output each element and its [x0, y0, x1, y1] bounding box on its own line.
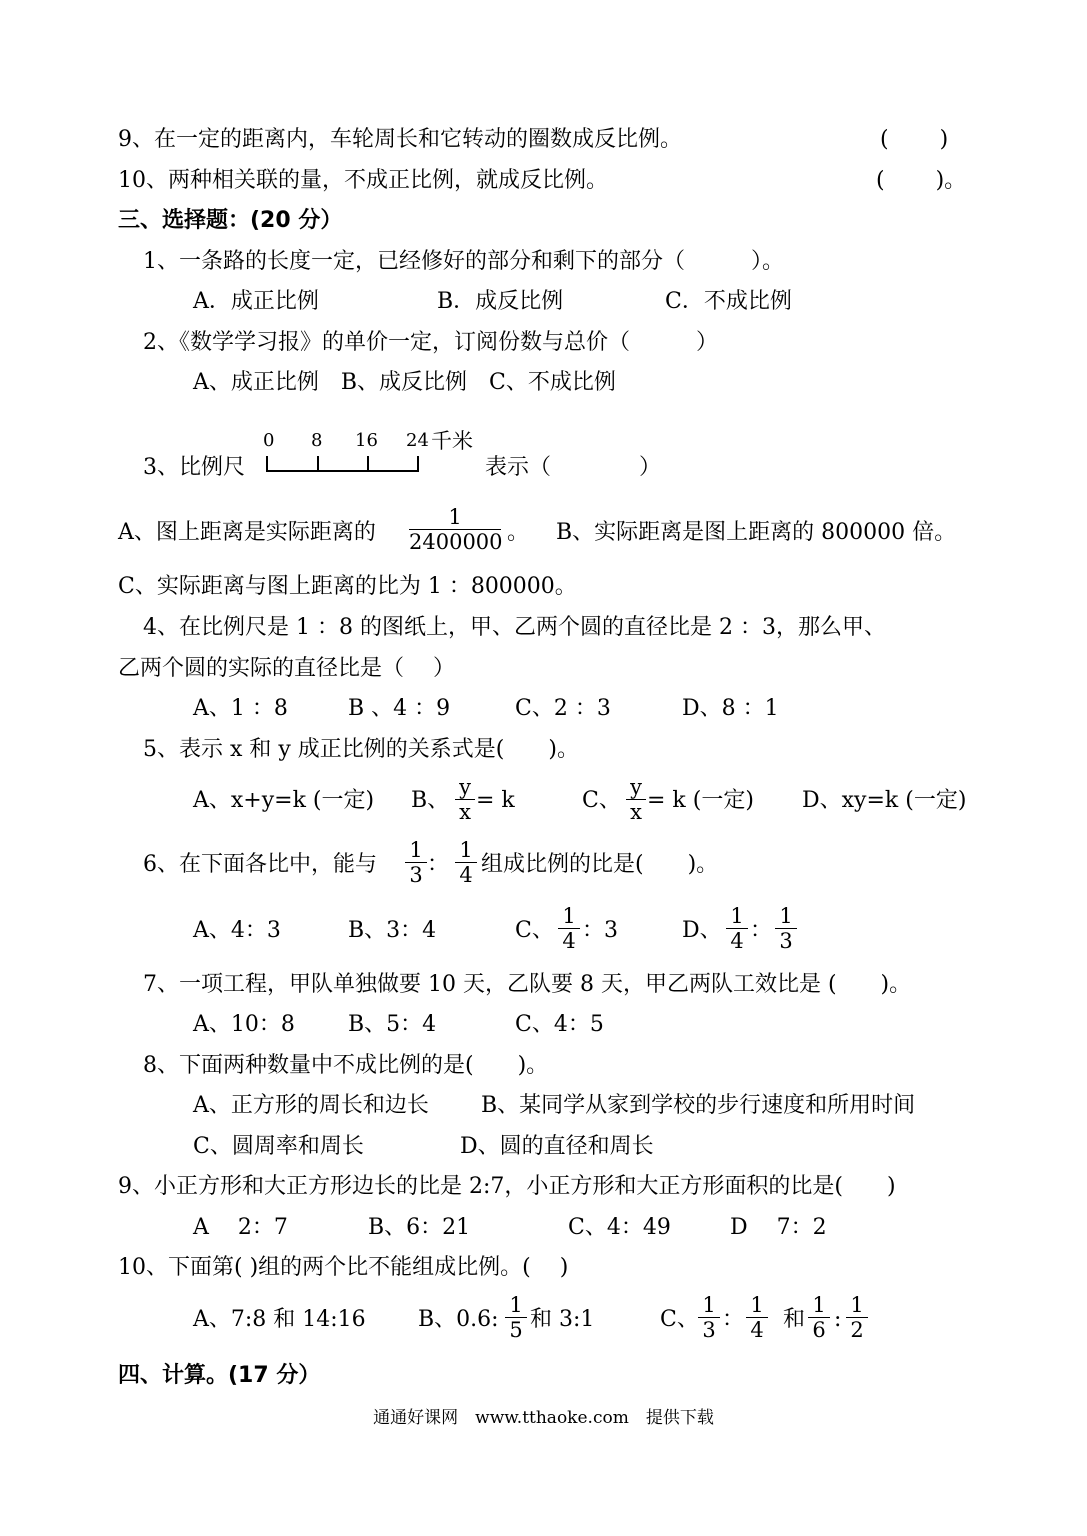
fraction — [808, 1293, 830, 1342]
fraction-numerator: 1 — [459, 838, 473, 862]
fraction — [846, 1293, 868, 1342]
page-footer: 通通好课网 www.tthaoke.com 提供下载 — [373, 1408, 714, 1428]
choice-q1-option-b: B．成反比例 — [437, 289, 564, 314]
fraction-numerator: 1 — [812, 1293, 826, 1317]
choice-q6-option-c-suffix: ：3 — [582, 918, 618, 943]
choice-q7-option-b: B、5：4 — [348, 1012, 437, 1037]
choice-q6-option-c-prefix: C、 — [515, 918, 554, 943]
choice-q9-option-b: B、6：21 — [368, 1215, 471, 1240]
choice-q4-option-b: B 、4 ：9 — [348, 696, 451, 721]
choice-q2-options: A、成正比例 B、成反比例 C、不成比例 — [193, 370, 616, 395]
fraction-numerator: 1 — [409, 838, 423, 862]
fraction-denominator: 3 — [779, 929, 793, 953]
choice-q8-option-b: B、某同学从家到学校的步行速度和所用时间 — [481, 1093, 916, 1118]
fraction — [775, 904, 797, 953]
fraction-denominator: 2400000 — [409, 530, 503, 554]
fraction-denominator: 3 — [702, 1318, 716, 1342]
fraction — [455, 775, 475, 824]
choice-q3-suffix: 表示（ ） — [485, 455, 662, 480]
fraction-numerator: 1 — [562, 904, 576, 928]
choice-q5-option-c-prefix: C、 — [582, 788, 621, 813]
choice-q10-option-c-and: 和 — [783, 1307, 806, 1332]
fraction — [558, 904, 580, 953]
scale-unit: 千米 — [431, 429, 473, 453]
fraction — [726, 904, 748, 953]
ratio-colon: : — [834, 1307, 842, 1332]
judge-q10-blank: ( )。 — [876, 168, 967, 193]
choice-q10-option-b-prefix: B、0.6: — [418, 1307, 499, 1332]
fraction-numerator: 1 — [448, 505, 462, 529]
scale-tick-label: 16 — [355, 430, 378, 451]
choice-q6-option-b: B、3：4 — [348, 918, 437, 943]
fraction-numerator: 1 — [850, 1293, 864, 1317]
scale-tick-label: 24 — [406, 430, 429, 451]
fraction-numerator: 1 — [730, 904, 744, 928]
fraction — [626, 775, 646, 824]
choice-q10: 10、下面第( )组的两个比不能组成比例。( ) — [118, 1255, 569, 1280]
fraction-denominator: 2 — [850, 1318, 864, 1342]
choice-q2: 2、《数学学习报》的单价一定，订阅份数与总价（ ） — [143, 330, 718, 355]
ratio-colon: ： — [750, 918, 773, 943]
choice-q1: 1、一条路的长度一定，已经修好的部分和剩下的部分（ ）。 — [143, 249, 784, 274]
choice-q8-option-a: A、正方形的周长和边长 — [193, 1093, 429, 1118]
fraction-denominator: 3 — [409, 863, 423, 887]
fraction-denominator: x — [630, 800, 642, 824]
choice-q10-option-a: A、7:8 和 14:16 — [193, 1307, 366, 1332]
choice-q8: 8、下面两种数量中不成比例的是( )。 — [143, 1053, 549, 1078]
fraction-denominator: x — [459, 800, 471, 824]
scale-tick-label: 8 — [311, 430, 323, 451]
choice-q7-option-a: A、10：8 — [193, 1012, 295, 1037]
choice-q4-option-c: C、2 ：3 — [515, 696, 611, 721]
judge-q9-blank: ( ) — [880, 127, 949, 152]
choice-q8-option-d: D、圆的直径和周长 — [460, 1134, 654, 1159]
choice-q9-option-d: D 7：2 — [730, 1215, 827, 1240]
fraction — [455, 838, 477, 887]
judge-q10: 10、两种相关联的量，不成正比例，就成反比例。 — [118, 168, 608, 193]
choice-q1-option-c: C．不成比例 — [665, 289, 792, 314]
choice-q5-option-b-prefix: B、 — [411, 788, 450, 813]
choice-q3-option-a-end: 。 — [507, 520, 530, 545]
fraction-numerator: 1 — [509, 1293, 523, 1317]
choice-q5: 5、表示 x 和 y 成正比例的关系式是( )。 — [143, 737, 579, 762]
choice-q6-option-d-prefix: D、 — [682, 918, 722, 943]
choice-q9: 9、小正方形和大正方形边长的比是 2:7，小正方形和大正方形面积的比是( ) — [118, 1174, 896, 1199]
ratio-colon: ： — [427, 852, 450, 877]
choice-q10-option-b-suffix: 和 3:1 — [530, 1307, 595, 1332]
choice-q4-line2: 乙两个圆的实际的直径比是（ ） — [118, 656, 455, 681]
fraction — [505, 1293, 527, 1342]
fraction — [405, 838, 427, 887]
choice-q3-option-b: B、实际距离是图上距离的 800000 倍。 — [556, 520, 957, 545]
choice-q5-option-b-suffix: = k — [476, 788, 515, 813]
ratio-colon: ： — [722, 1307, 745, 1332]
fraction — [746, 1293, 768, 1342]
fraction-denominator: 5 — [509, 1318, 523, 1342]
fraction — [409, 505, 501, 554]
choice-q6-suffix: 组成比例的比是( )。 — [481, 852, 719, 877]
fraction-numerator: y — [459, 775, 471, 799]
choice-q8-option-c: C、圆周率和周长 — [193, 1134, 364, 1159]
choice-q4-option-d: D、8 ：1 — [682, 696, 779, 721]
fraction-denominator: 4 — [750, 1318, 764, 1342]
fraction-denominator: 4 — [730, 929, 744, 953]
fraction-numerator: y — [630, 775, 642, 799]
fraction-denominator: 4 — [562, 929, 576, 953]
fraction-denominator: 4 — [459, 863, 473, 887]
scale-bar — [262, 452, 424, 474]
fraction-numerator: 1 — [702, 1293, 716, 1317]
section-4-title: 四、计算。(17 分） — [118, 1363, 321, 1388]
fraction-numerator: 1 — [750, 1293, 764, 1317]
choice-q9-option-c: C、4：49 — [568, 1215, 671, 1240]
choice-q7-option-c: C、4：5 — [515, 1012, 604, 1037]
choice-q3-option-c: C、实际距离与图上距离的比为 1 ：800000。 — [118, 574, 577, 599]
choice-q9-option-a: A 2：7 — [193, 1215, 288, 1240]
fraction-numerator: 1 — [779, 904, 793, 928]
judge-q9: 9、在一定的距离内，车轮周长和它转动的圈数成反比例。 — [118, 127, 682, 152]
section-3-title: 三、选择题：(20 分） — [118, 208, 343, 233]
choice-q3-option-a: A、图上距离是实际距离的 — [118, 520, 376, 545]
choice-q7: 7、一项工程，甲队单独做要 10 天，乙队要 8 天，甲乙两队工效比是 ( )。 — [143, 972, 912, 997]
choice-q5-option-d: D、xy=k (一定) — [802, 788, 967, 813]
choice-q3-prefix: 3、比例尺 — [143, 455, 245, 480]
scale-tick-label: 0 — [263, 430, 275, 451]
choice-q10-option-c-prefix: C、 — [660, 1307, 699, 1332]
fraction-denominator: 6 — [812, 1318, 826, 1342]
choice-q4-option-a: A、1 ：8 — [193, 696, 288, 721]
choice-q4-line1: 4、在比例尺是 1 ：8 的图纸上，甲、乙两个圆的直径比是 2 ：3，那么甲、 — [143, 615, 886, 640]
fraction — [698, 1293, 720, 1342]
choice-q6-option-a: A、4：3 — [193, 918, 281, 943]
choice-q6-prefix: 6、在下面各比中，能与 — [143, 852, 377, 877]
choice-q1-option-a: A．成正比例 — [193, 289, 319, 314]
choice-q5-option-c-suffix: = k (一定) — [647, 788, 754, 813]
choice-q5-option-a: A、x+y=k (一定) — [193, 788, 375, 813]
